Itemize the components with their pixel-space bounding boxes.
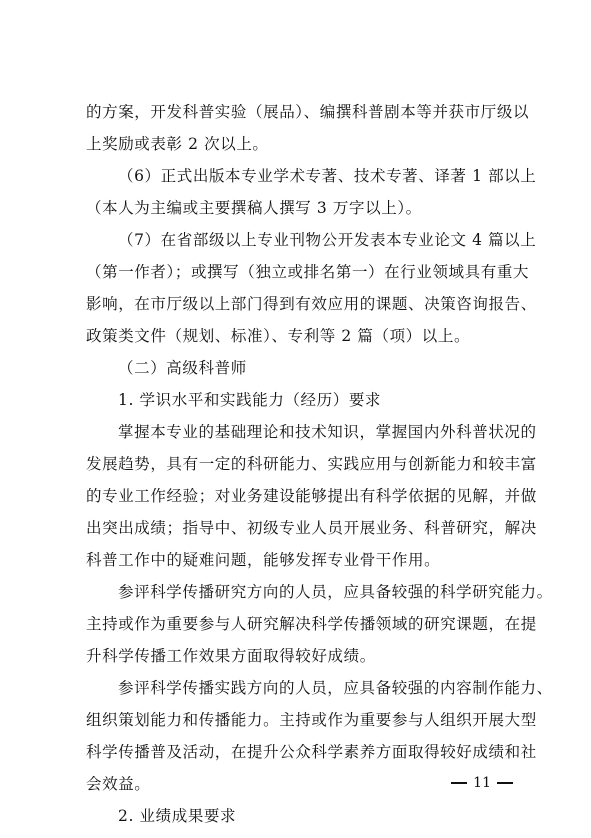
subsection-heading: 1. 学识水平和实践能力（经历）要求 (118, 391, 382, 409)
page-footer (445, 773, 519, 793)
text-line: （7）在省部级以上专业刊物公开发表本专业论文 4 篇以上 (118, 231, 537, 249)
text-line: 科普工作中的疑难问题，能够发挥专业骨干作用。 (86, 551, 441, 569)
text-line: 的方案，开发科普实验（展品）、编撰科普剧本等并获市厅级以 (86, 103, 530, 121)
section-heading: （二）高级科普师 (118, 359, 247, 377)
footer-dash-left (451, 782, 467, 784)
text-line: （6）正式出版本专业学术专著、技术专著、译著 1 部以上 (118, 167, 537, 185)
text-line: 参评科学传播研究方向的人员，应具备较强的科学研究能力。 (118, 583, 553, 601)
text-line: 主持或作为重要参与人研究解决科学传播领域的研究课题，在提 (86, 615, 537, 633)
text-line: 发展趋势，具有一定的科研能力、实践应用与创新能力和较丰富 (86, 455, 537, 473)
text-line: 科学传播普及活动，在提升公众科学素养方面取得较好成绩和社 (86, 743, 537, 761)
text-line: （第一作者）；或撰写（独立或排名第一）在行业领域具有重大 (86, 263, 530, 281)
text-line: 组织策划能力和传播能力。主持或作为重要参与人组织开展大型 (86, 711, 537, 729)
text-line: （本人为主编或主要撰稿人撰写 3 万字以上）。 (86, 199, 422, 217)
text-line: 升科学传播工作效果方面取得较好成绩。 (86, 647, 376, 665)
page-number: 11 (473, 775, 491, 791)
text-line: 参评科学传播实践方向的人员，应具备较强的内容制作能力、 (118, 679, 553, 697)
text-line: 出突出成绩；指导中、初级专业人员开展业务、科普研究，解决 (86, 519, 537, 537)
text-line: 上奖励或表彰 2 次以上。 (86, 135, 269, 153)
text-line: 的专业工作经验；对业务建设能够提出有科学依据的见解，并做 (86, 487, 537, 505)
text-line: 掌握本专业的基础理论和技术知识，掌握国内外科普状况的 (118, 423, 537, 441)
text-line: 影响，在市厅级以上部门得到有效应用的课题、决策咨询报告、 (86, 295, 537, 313)
text-line: 会效益。 (86, 775, 151, 793)
text-line: 政策类文件（规划、标准）、专利等 2 篇（项）以上。 (86, 327, 471, 345)
subsection-heading: 2. 业绩成果要求 (118, 807, 237, 825)
footer-dash-right (497, 782, 513, 784)
